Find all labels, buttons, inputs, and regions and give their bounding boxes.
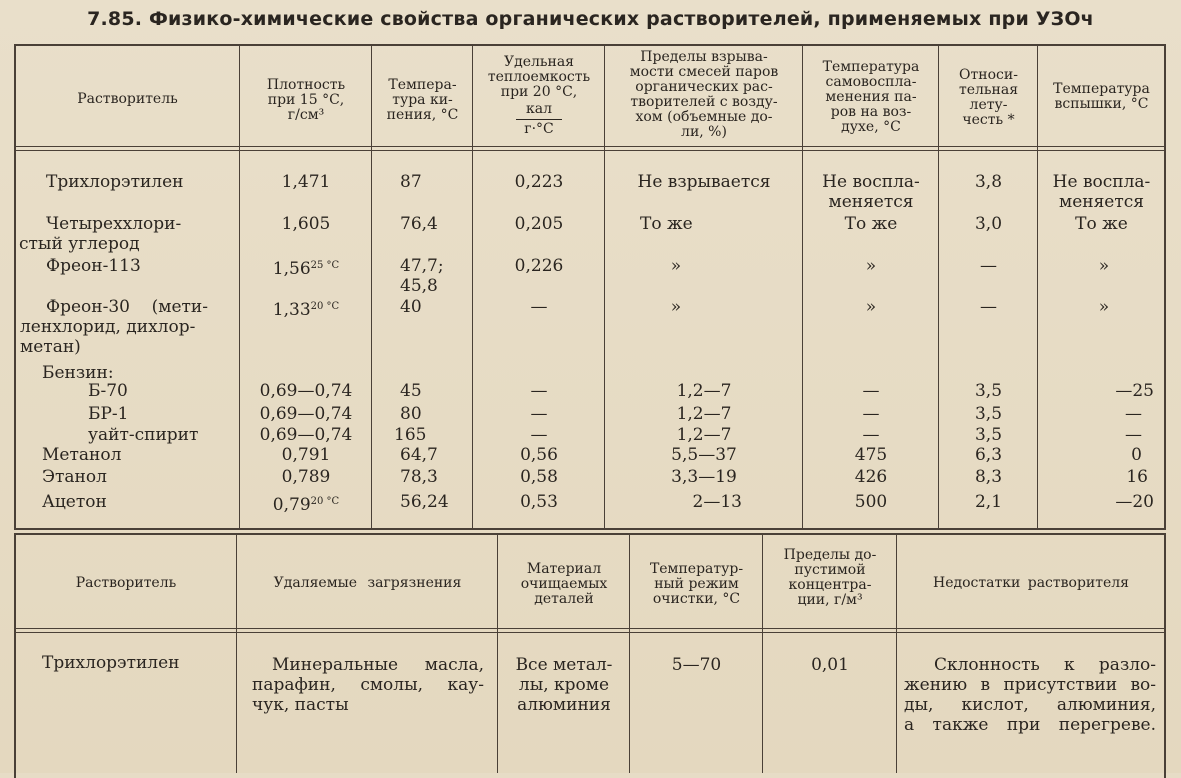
col-header-density: Плотность при 15 °С, г/см³ xyxy=(266,77,346,123)
explosion-value: 1,2—7 xyxy=(676,381,732,401)
limits-value: 0,01 xyxy=(811,655,849,675)
volatility-value: 3,5 xyxy=(974,425,1003,445)
volatility-value: 8,3 xyxy=(974,467,1003,487)
solvent-name: БР-1 xyxy=(88,404,129,424)
col-header-autoignition: Температура самовоспла- менения па- ров на воз- духе, °С xyxy=(822,59,920,135)
volatility-value: 2,1 xyxy=(974,492,1003,512)
explosion-value: Не взрывается xyxy=(637,172,771,192)
solvent-name: Б-70 xyxy=(88,381,128,401)
autoignition-value: 426 xyxy=(854,467,888,487)
boiling-value: 64,7 xyxy=(400,445,438,465)
density-value: 0,791 xyxy=(281,445,331,465)
volatility-value: 3,8 xyxy=(974,172,1003,192)
solvent-name: Трихлорэтилен xyxy=(42,653,180,673)
col-header-solvent: Растворитель xyxy=(77,91,178,107)
boiling-value: 76,4 xyxy=(400,214,438,234)
temp-mode-value: 5—70 xyxy=(671,655,722,675)
explosion-value: » xyxy=(670,297,682,317)
explosion-value: 1,2—7 xyxy=(676,425,732,445)
volatility-value: 3,5 xyxy=(974,381,1003,401)
volatility-value: — xyxy=(980,256,997,276)
col-header-contaminants: Удаляемые загрязнения xyxy=(273,575,462,591)
density-value: 0,69—0,74 xyxy=(259,425,353,445)
col-header-explosion-limits: Пределы взрыва- мости смесей паров органических рас- творителей с возду- хом (объемные до- ли, %) xyxy=(629,49,779,140)
volatility-value: 3,5 xyxy=(974,404,1003,424)
solvent-name: Этанол xyxy=(42,467,107,487)
material-value: Все метал- лы, кроме алюминия xyxy=(515,655,613,715)
density-value: 0,789 xyxy=(281,467,331,487)
heat-value: — xyxy=(530,297,548,317)
table-title: 7.85. Физико-химические свойства органических растворителей, применяемых при УЗОч xyxy=(87,8,1094,30)
boiling-value: 56,24 xyxy=(400,492,449,512)
explosion-value: 1,2—7 xyxy=(676,404,732,424)
flash-value: 0 xyxy=(1131,445,1142,465)
boiling-value: 87 xyxy=(400,172,422,192)
fraction-bar xyxy=(516,119,562,120)
flash-value: Не воспла- меняется xyxy=(1052,172,1151,212)
explosion-value: 3,3—19 xyxy=(671,467,737,487)
group-label: Бензин: xyxy=(42,363,114,383)
heat-value: — xyxy=(530,381,548,401)
density-value: $0,79^{20 ^\circ С}$ xyxy=(272,495,340,515)
solvent-name: уайт-спирит xyxy=(88,425,199,445)
autoignition-value: Не воспла- меняется xyxy=(822,172,920,212)
col-header-limits: Пределы до- пустимой концентра- ции, г/м³ xyxy=(783,547,877,608)
col-header-heat-capacity: Удельная теплоемкость при 20 °С, кал г·°С xyxy=(487,54,591,137)
heat-value: 0,53 xyxy=(520,492,558,512)
autoignition-value: То же xyxy=(844,214,898,234)
flash-value: —20 xyxy=(1115,492,1154,512)
col-header-boiling: Темпера- тура ки- пения, °С xyxy=(386,77,459,123)
heat-value: 0,56 xyxy=(520,445,558,465)
volatility-value: — xyxy=(980,297,997,317)
contaminants-value: Минеральные масла, парафин, смолы, кау- чук, пасты xyxy=(252,655,484,715)
density-value: $1,56^{25 ^\circ С}$ xyxy=(272,259,340,279)
autoignition-value: — xyxy=(862,381,880,401)
explosion-value: 5,5—37 xyxy=(671,445,737,465)
flash-value: » xyxy=(1098,297,1110,317)
col-header-temp-mode: Температур- ный режим очистки, °С xyxy=(649,561,744,607)
heat-value: 0,223 xyxy=(514,172,564,192)
boiling-value: 78,3 xyxy=(400,467,438,487)
heat-value: — xyxy=(530,425,548,445)
volatility-value: 3,0 xyxy=(974,214,1003,234)
density-value: $1,33^{20 ^\circ С}$ xyxy=(272,300,340,320)
heat-value: 0,205 xyxy=(514,214,564,234)
autoignition-value: — xyxy=(862,425,880,445)
solvent-name: Четыреххлори- стый углерод xyxy=(19,214,182,254)
flash-value: —25 xyxy=(1115,381,1154,401)
density-value: 0,69—0,74 xyxy=(259,381,353,401)
boiling-value: 40 xyxy=(400,297,422,317)
solvent-name: Ацетон xyxy=(42,492,107,512)
flash-value: То же xyxy=(1075,214,1128,234)
boiling-value: 45 xyxy=(400,381,422,401)
heat-value: 0,58 xyxy=(520,467,558,487)
autoignition-value: » xyxy=(865,256,877,276)
solvent-name: Фреон-113 xyxy=(46,256,141,276)
flash-value: — xyxy=(1125,425,1142,445)
heat-value: — xyxy=(530,404,548,424)
explosion-value: » xyxy=(670,256,682,276)
boiling-value: 80 xyxy=(400,404,422,424)
autoignition-value: 475 xyxy=(854,445,888,465)
col-header-flash-point: Температура вспышки, °С xyxy=(1053,81,1150,112)
autoignition-value: — xyxy=(862,404,880,424)
flash-value: 16 xyxy=(1126,467,1148,487)
solvent-name: Фреон-30 (мети- ленхлорид, дихлор- метан) xyxy=(20,297,209,357)
solvent-name: Метанол xyxy=(42,445,122,465)
drawbacks-value: Склонность к разло- жению в присутствии во- ды, кислот, алюминия, а также при перегреве. xyxy=(904,655,1156,735)
density-value: 1,605 xyxy=(281,214,331,234)
col-header-drawbacks: Недостатки растворителя xyxy=(932,575,1129,591)
autoignition-value: 500 xyxy=(854,492,888,512)
boiling-value: 47,7; 45,8 xyxy=(400,256,444,296)
boiling-value: 165 xyxy=(394,425,427,445)
solvent-name: Трихлорэтилен xyxy=(46,172,184,192)
col-header-material: Материал очищаемых деталей xyxy=(520,561,608,607)
volatility-value: 6,3 xyxy=(974,445,1003,465)
flash-value: — xyxy=(1125,404,1142,424)
autoignition-value: » xyxy=(865,297,877,317)
density-value: 0,69—0,74 xyxy=(259,404,353,424)
col-header-volatility: Относи- тельная лету- честь * xyxy=(958,67,1019,128)
explosion-value: То же xyxy=(640,214,693,234)
explosion-value: 2—13 xyxy=(692,492,742,512)
col-header-solvent-2: Растворитель xyxy=(75,575,177,591)
density-value: 1,471 xyxy=(281,172,331,192)
flash-value: » xyxy=(1098,256,1110,276)
heat-value: 0,226 xyxy=(514,256,564,276)
